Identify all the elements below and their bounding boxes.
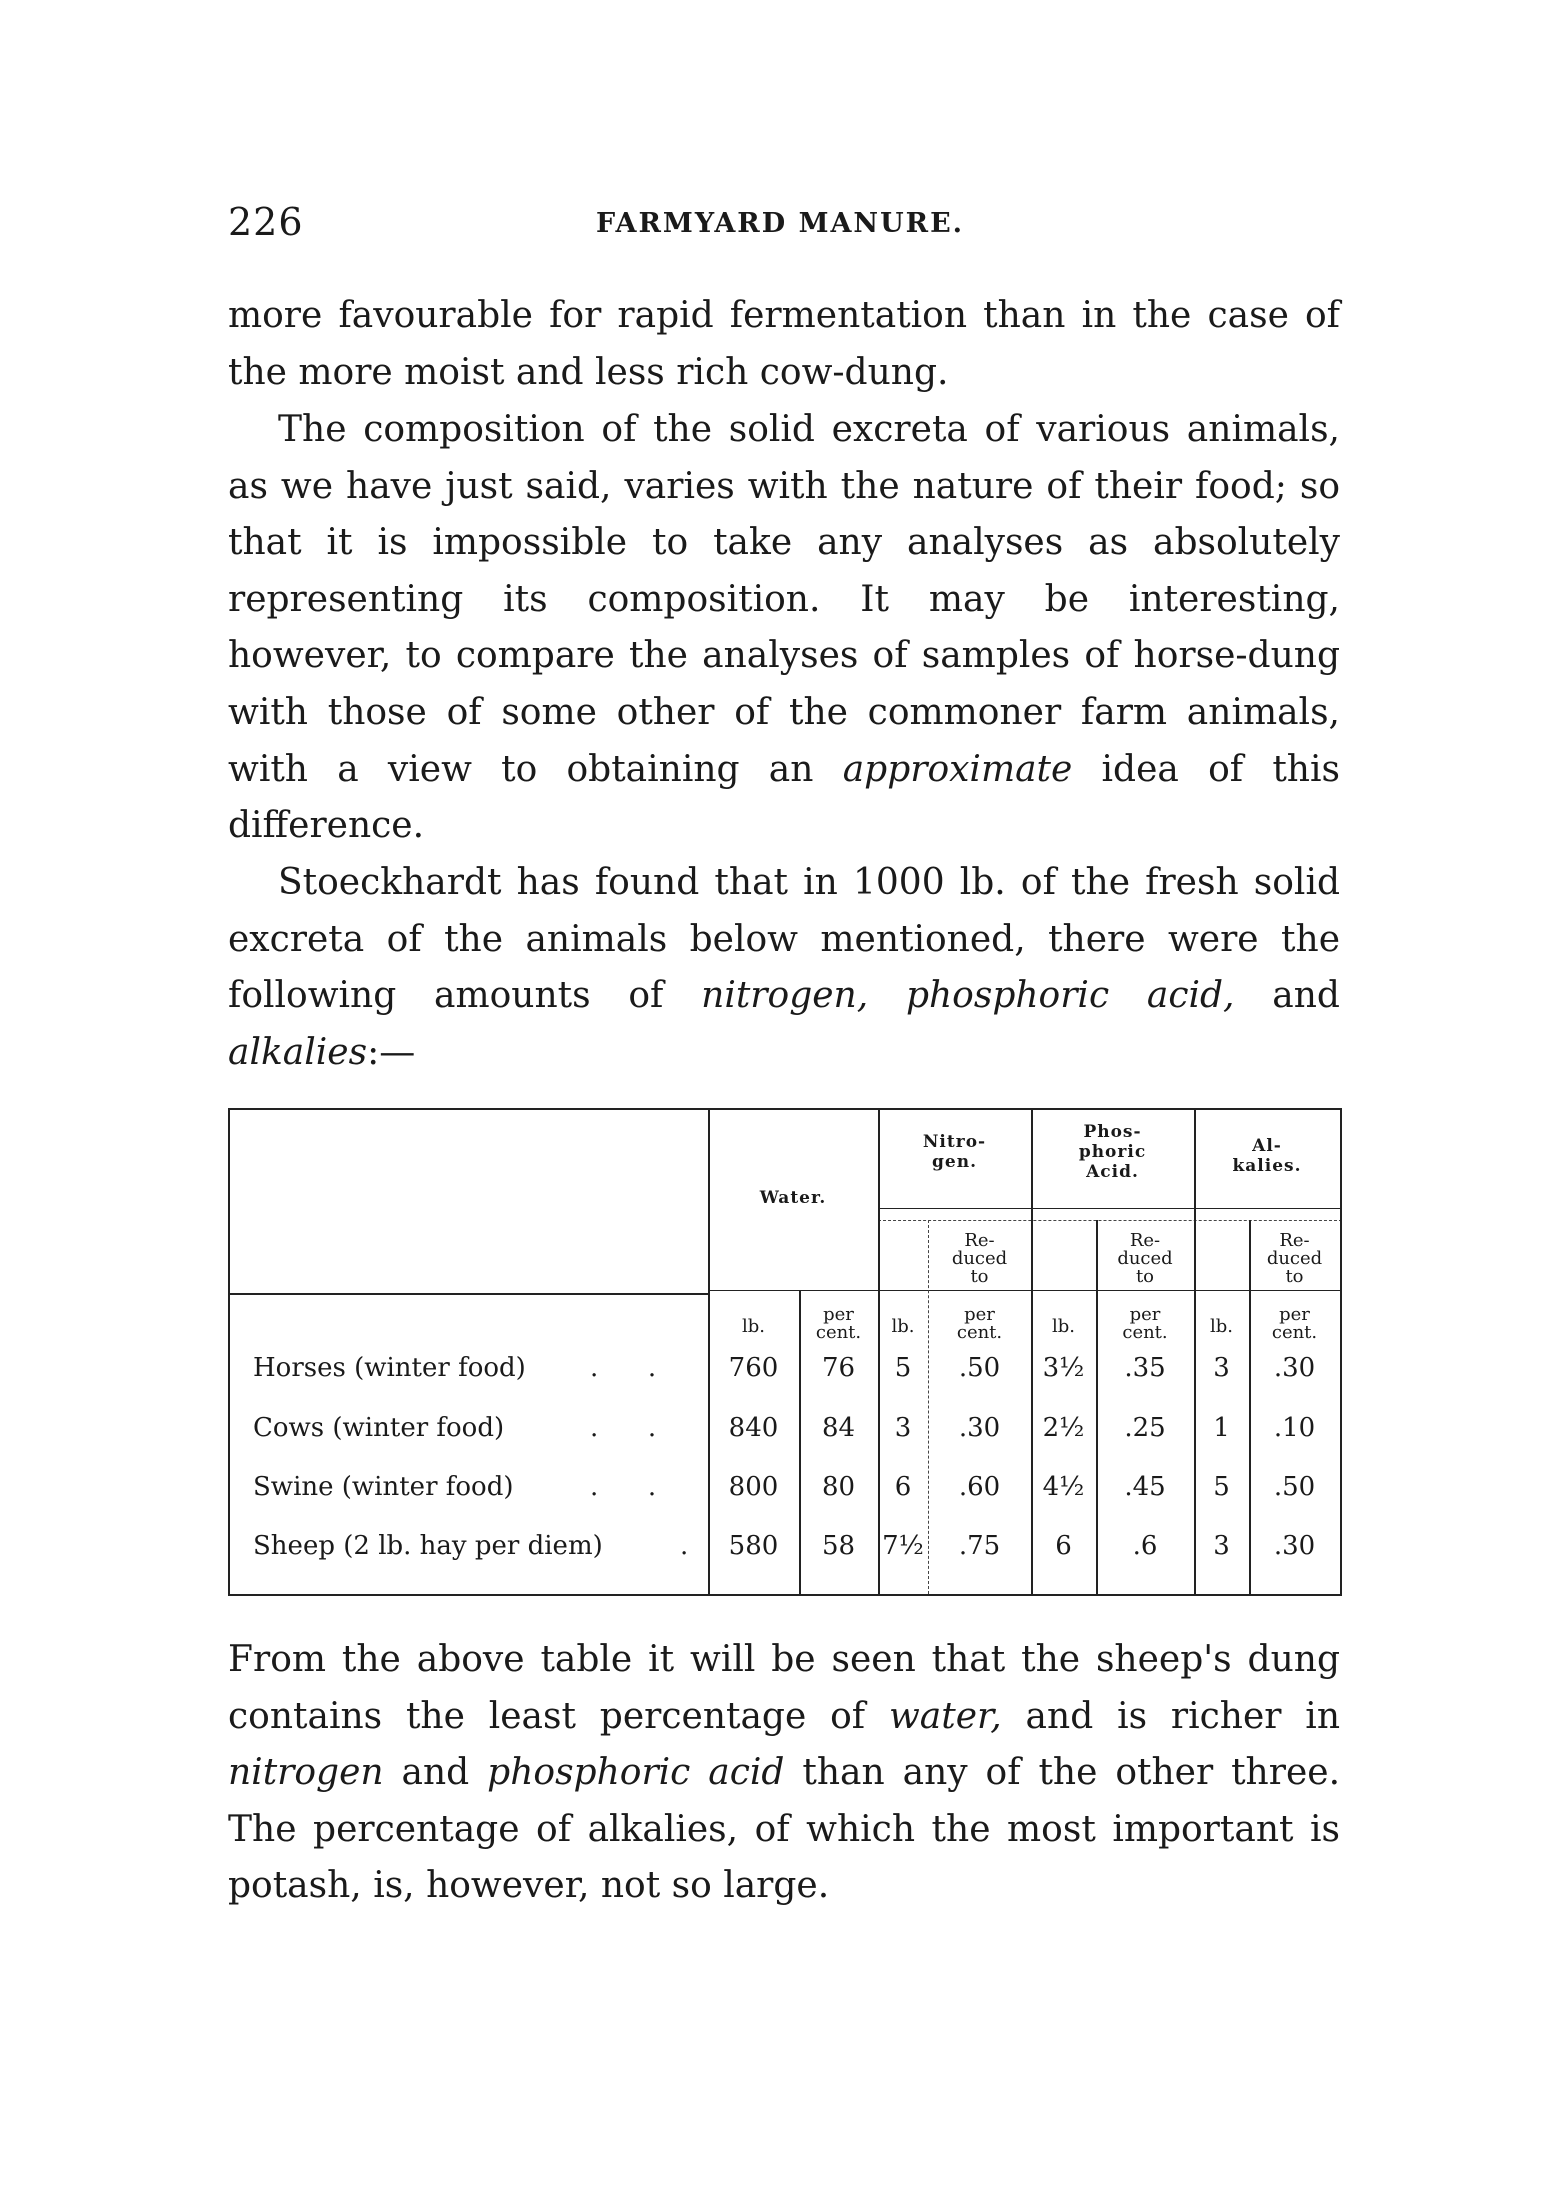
reduced-line3: to [1135,1266,1155,1287]
cell-phosphoric-lb: 2½ [1042,1413,1085,1443]
header-water [708,1188,878,1208]
row-label: Swine (winter food) [253,1472,514,1502]
reduced-line1: Re- [1279,1230,1310,1251]
unit-nitrogen-lb: lb. [891,1316,915,1337]
reduced-line3: to [1285,1266,1304,1287]
cell-phosphoric-pct: .6 [1132,1531,1158,1561]
unit-nitrogen-pct [928,1306,1031,1342]
rule-alkalies [1194,1110,1196,1594]
cell-phosphoric-pct: .35 [1124,1353,1166,1383]
header-nitrogen-line2: gen. [932,1152,977,1172]
cell-nitrogen-lb: 3 [894,1413,912,1443]
stub-header-rule [228,1293,708,1295]
reduced-line2: duced [951,1248,1008,1269]
paragraph-2 [228,402,1340,855]
leader-dots: . . [590,1413,657,1443]
leader-dots: . [680,1531,689,1561]
group-header-dash [878,1220,1342,1221]
row-label: Horses (winter food) [253,1353,526,1383]
header-phosphoric-line1: Phos- [1083,1122,1142,1142]
reduced-line1: Re- [964,1230,995,1251]
reduced-line1: Re- [1129,1230,1161,1251]
paragraph-2-end: idea of this difference. [228,748,1340,847]
paragraph-3-end: :— [367,1031,416,1073]
reduced-to-alkalies [1249,1232,1340,1286]
header-alkalies-line2: kalies. [1232,1156,1302,1176]
per-line1: per [1279,1304,1310,1325]
reduced-line2: duced [1117,1248,1173,1269]
unit-water-pct [799,1306,878,1342]
cell-water-lb: 840 [728,1413,779,1443]
cell-alkalies-pct: .30 [1273,1353,1316,1383]
cell-phosphoric-pct: .45 [1124,1472,1166,1502]
per-line2: cent. [815,1322,862,1343]
cell-phosphoric-lb: 4½ [1042,1472,1085,1502]
paragraph-4-text-b: and is richer in [1025,1695,1340,1737]
cell-water-pct: 80 [821,1472,856,1502]
rule-water [708,1110,710,1594]
leader-dots: . . [590,1353,657,1383]
cell-alkalies-pct: .50 [1273,1472,1316,1502]
cell-phosphoric-pct: .25 [1124,1413,1166,1443]
cell-nitrogen-pct: .50 [958,1353,1001,1383]
cell-nitrogen-pct: .60 [958,1472,1001,1502]
per-line2: cent. [956,1322,1003,1343]
reduced-to-nitrogen [928,1232,1031,1286]
leader-dots: . . [590,1472,657,1502]
emphasis-nitrogen: nitrogen, [701,975,869,1017]
emphasis-phosphoric-acid: phosphoric acid, [905,975,1235,1017]
header-phosphoric-line2: phoric [1078,1142,1147,1162]
per-line1: per [823,1304,854,1325]
subheader-rule [708,1290,1342,1291]
emphasis-alkalies: alkalies [228,1031,368,1073]
cell-water-pct: 84 [821,1413,856,1443]
cell-alkalies-pct: .10 [1273,1413,1316,1443]
rule-phosphoric [1031,1110,1033,1594]
header-water-text: Water. [759,1188,827,1208]
paragraph-4-text-d: than any of the other three. The percentage of alkalies, of which the most important is potash, is, however, not so large. [228,1752,1341,1907]
header-phosphoric-line3: Acid. [1086,1162,1139,1182]
per-line2: cent. [1271,1322,1318,1343]
paragraph-3-and: and [1272,975,1340,1017]
emphasis-phosphoric-acid-2: phosphoric acid [487,1752,785,1794]
per-line2: cent. [1122,1322,1168,1343]
row-label: Cows (winter food) [253,1413,505,1443]
cell-nitrogen-lb: 5 [894,1353,912,1383]
table-right-rule [1340,1110,1342,1594]
paragraph-1-text: more favourable for rapid fermentation than in the case of the more moist and less rich cow-dung. [228,295,1340,393]
paragraph-4-text-c: and [401,1752,470,1794]
unit-phosphoric-pct [1096,1306,1194,1342]
excreta-composition-table [228,1108,1342,1596]
header-nitrogen [878,1132,1031,1172]
cell-alkalies-lb: 5 [1213,1472,1230,1502]
cell-alkalies-lb: 3 [1213,1353,1230,1383]
paragraph-4 [228,1632,1340,1915]
cell-nitrogen-pct: .30 [958,1413,1001,1443]
cell-water-lb: 760 [728,1353,779,1383]
cell-phosphoric-lb: 6 [1055,1531,1072,1561]
rule-nitrogen [878,1110,880,1594]
running-head: FARMYARD MANURE. [595,208,965,239]
page-number: 226 [228,200,304,244]
cell-nitrogen-lb: 7½ [882,1531,924,1561]
table-bottom-rule [228,1594,1342,1596]
paragraph-3-text: Stoeckhardt has found that in 1000 lb. of the fresh solid excreta of the animals below mentioned, there were the following amounts of [228,862,1340,1017]
unit-alkalies-pct [1249,1306,1340,1342]
header-alkalies-line1: Al- [1252,1136,1282,1156]
reduced-line2: duced [1266,1248,1323,1269]
cell-alkalies-lb: 1 [1213,1413,1230,1443]
cell-water-pct: 58 [821,1531,856,1561]
group-header-rule [878,1208,1342,1209]
header-phosphoric [1031,1122,1194,1182]
cell-water-pct: 76 [821,1353,856,1383]
cell-alkalies-lb: 3 [1213,1531,1230,1561]
unit-phosphoric-lb: lb. [1051,1316,1075,1337]
unit-alkalies-lb: lb. [1209,1316,1233,1337]
header-alkalies [1194,1136,1340,1176]
cell-nitrogen-lb: 6 [894,1472,912,1502]
emphasis-water: water, [888,1695,1002,1737]
paragraph-3 [228,855,1340,1081]
header-nitrogen-line1: Nitro- [922,1132,987,1152]
row-label: Sheep (2 lb. hay per diem) [253,1531,603,1561]
cell-alkalies-pct: .30 [1273,1531,1316,1561]
reduced-line3: to [970,1266,989,1287]
table-top-rule [228,1108,1342,1110]
per-line1: per [1129,1304,1161,1325]
paragraph-2-text: The composition of the solid excreta of various animals, as we have just said, varies with the nature of their food; so that it is impossible to take any analyses as absolutely representing its composition. It may be interesting, however, to compare the analyses of samples of horse-dung with those of some other of the commoner farm animals, with a view to obtaining an [228,409,1340,790]
paragraph-2-emphasis: approximate [842,748,1073,790]
table-left-rule [228,1110,230,1594]
per-line1: per [964,1304,995,1325]
emphasis-nitrogen-2: nitrogen [228,1752,384,1794]
cell-phosphoric-lb: 3½ [1042,1353,1085,1383]
paragraph-1 [228,288,1340,401]
paragraph-4-text: From the above table it will be seen that the sheep's dung contains the least percentage of [228,1639,1340,1737]
cell-nitrogen-pct: .75 [958,1531,1001,1561]
cell-water-lb: 580 [728,1531,779,1561]
reduced-to-phosphoric [1096,1232,1194,1286]
cell-water-lb: 800 [728,1472,779,1502]
unit-water-lb: lb. [741,1316,765,1337]
